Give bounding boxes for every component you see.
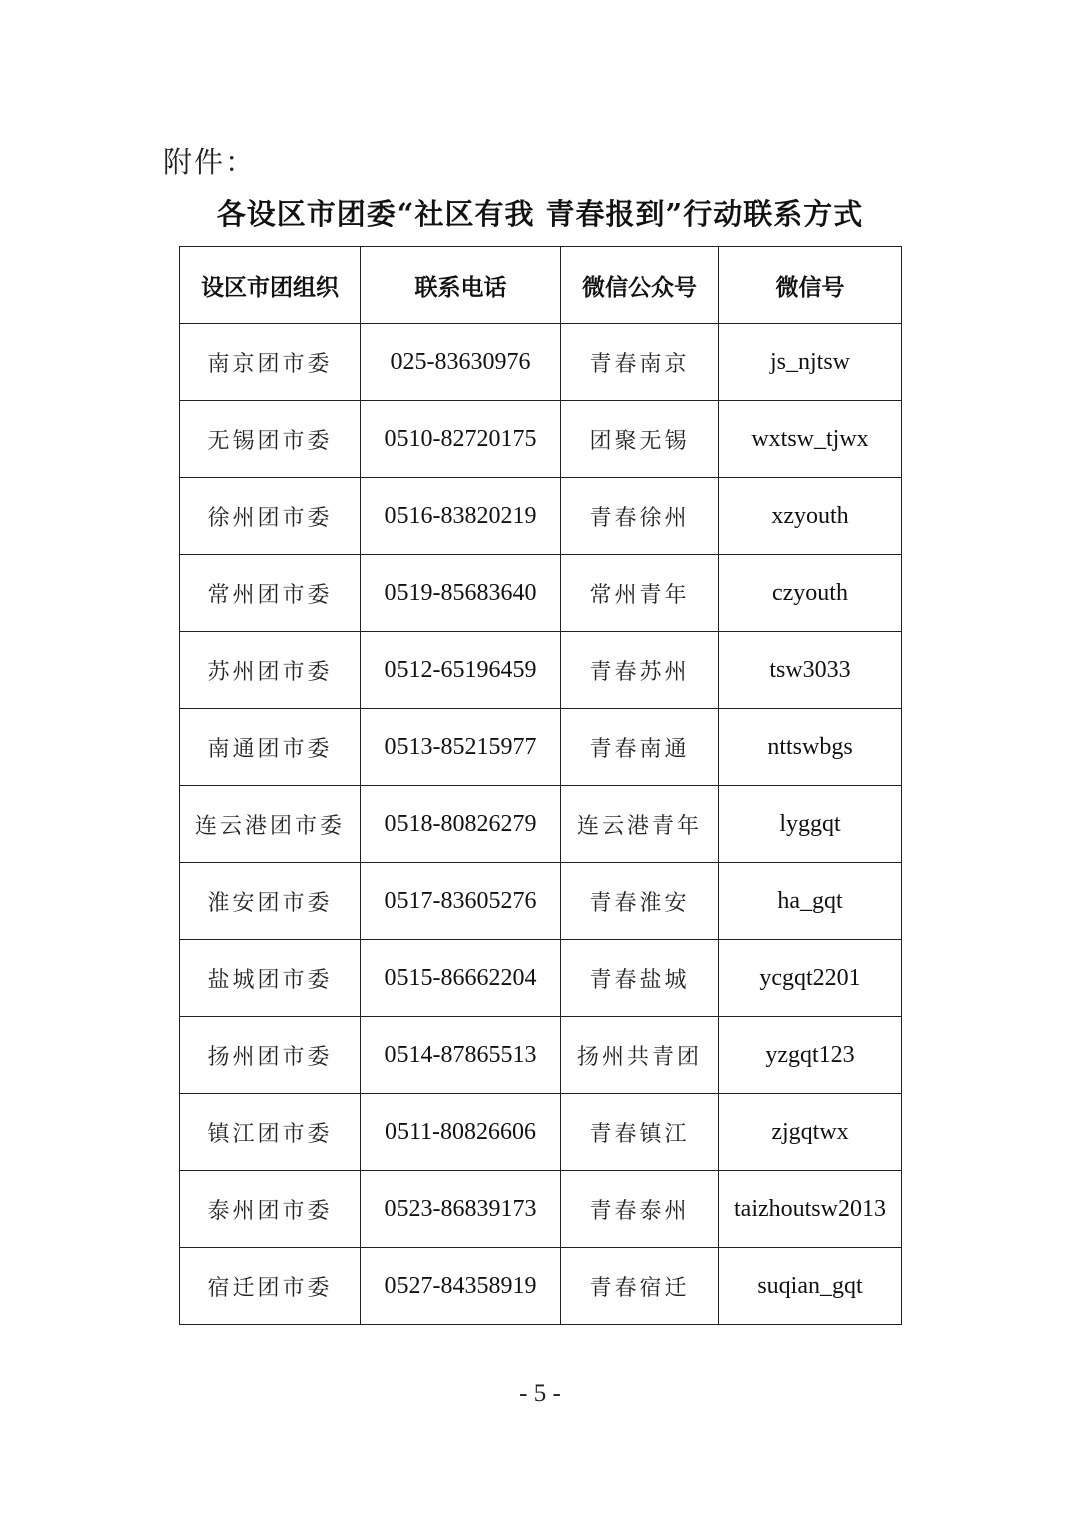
header-organization: 设区市团组织 (180, 247, 361, 324)
cell-phone: 0516-83820219 (361, 478, 561, 555)
cell-organization: 淮安团市委 (180, 863, 361, 940)
cell-phone: 0511-80826606 (361, 1094, 561, 1171)
table-row (180, 324, 902, 401)
cell-wechat-account: 青春南通 (561, 709, 719, 786)
header-wechat-id: 微信号 (719, 247, 902, 324)
cell-wechat-id: yzgqt123 (719, 1017, 902, 1094)
document-title: 各设区市团委“社区有我 青春报到”行动联系方式 (216, 197, 864, 231)
cell-wechat-id: lyggqt (719, 786, 902, 863)
cell-organization: 宿迁团市委 (180, 1248, 361, 1325)
table-row (180, 1017, 902, 1094)
cell-organization: 常州团市委 (180, 555, 361, 632)
cell-organization: 镇江团市委 (180, 1094, 361, 1171)
cell-wechat-account: 青春淮安 (561, 863, 719, 940)
cell-phone: 0515-86662204 (361, 940, 561, 1017)
cell-wechat-account: 青春镇江 (561, 1094, 719, 1171)
table-row (180, 401, 902, 478)
cell-wechat-account: 青春南京 (561, 324, 719, 401)
table-row (180, 940, 902, 1017)
attachment-label: 附件： (163, 145, 257, 179)
cell-wechat-account: 团聚无锡 (561, 401, 719, 478)
header-wechat-account: 微信公众号 (561, 247, 719, 324)
table-header-row (180, 247, 902, 324)
cell-organization: 无锡团市委 (180, 401, 361, 478)
table-row (180, 555, 902, 632)
cell-wechat-account: 常州青年 (561, 555, 719, 632)
cell-wechat-account: 青春苏州 (561, 632, 719, 709)
cell-wechat-id: xzyouth (719, 478, 902, 555)
table-row (180, 1248, 902, 1325)
cell-wechat-id: ha_gqt (719, 863, 902, 940)
contact-table (179, 246, 902, 1325)
page-number: - 5 - (519, 1380, 561, 1407)
cell-wechat-id: tsw3033 (719, 632, 902, 709)
cell-organization: 泰州团市委 (180, 1171, 361, 1248)
table-row (180, 709, 902, 786)
cell-organization: 连云港团市委 (180, 786, 361, 863)
cell-phone: 0527-84358919 (361, 1248, 561, 1325)
table-row (180, 863, 902, 940)
cell-organization: 徐州团市委 (180, 478, 361, 555)
header-phone: 联系电话 (361, 247, 561, 324)
cell-phone: 0513-85215977 (361, 709, 561, 786)
cell-phone: 0523-86839173 (361, 1171, 561, 1248)
cell-phone: 0514-87865513 (361, 1017, 561, 1094)
cell-organization: 苏州团市委 (180, 632, 361, 709)
cell-phone: 0510-82720175 (361, 401, 561, 478)
cell-wechat-id: js_njtsw (719, 324, 902, 401)
cell-wechat-account: 青春徐州 (561, 478, 719, 555)
table-row (180, 478, 902, 555)
table-row (180, 632, 902, 709)
cell-wechat-account: 青春泰州 (561, 1171, 719, 1248)
cell-organization: 南通团市委 (180, 709, 361, 786)
cell-phone: 025-83630976 (361, 324, 561, 401)
cell-organization: 盐城团市委 (180, 940, 361, 1017)
cell-organization: 扬州团市委 (180, 1017, 361, 1094)
table-row (180, 786, 902, 863)
cell-wechat-account: 扬州共青团 (561, 1017, 719, 1094)
cell-wechat-account: 连云港青年 (561, 786, 719, 863)
table-row (180, 1094, 902, 1171)
cell-phone: 0518-80826279 (361, 786, 561, 863)
cell-wechat-id: ycgqt2201 (719, 940, 902, 1017)
cell-phone: 0512-65196459 (361, 632, 561, 709)
cell-phone: 0517-83605276 (361, 863, 561, 940)
cell-organization: 南京团市委 (180, 324, 361, 401)
cell-wechat-account: 青春盐城 (561, 940, 719, 1017)
cell-wechat-id: taizhoutsw2013 (719, 1171, 902, 1248)
table-row (180, 1171, 902, 1248)
cell-wechat-account: 青春宿迁 (561, 1248, 719, 1325)
cell-wechat-id: suqian_gqt (719, 1248, 902, 1325)
cell-wechat-id: nttswbgs (719, 709, 902, 786)
cell-phone: 0519-85683640 (361, 555, 561, 632)
cell-wechat-id: czyouth (719, 555, 902, 632)
cell-wechat-id: zjgqtwx (719, 1094, 902, 1171)
cell-wechat-id: wxtsw_tjwx (719, 401, 902, 478)
